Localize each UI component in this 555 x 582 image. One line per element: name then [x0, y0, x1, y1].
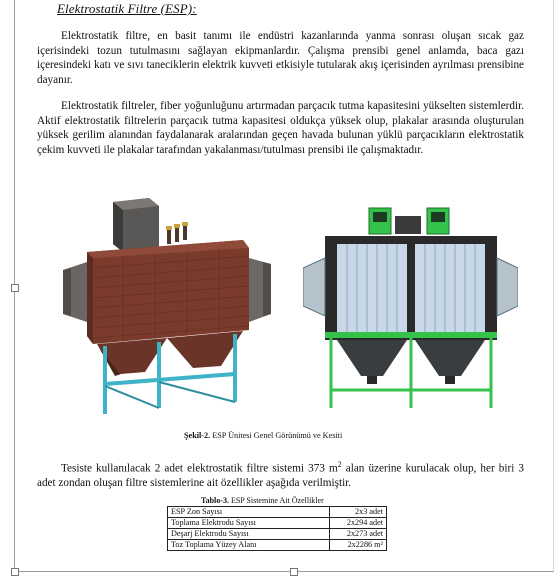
- paragraph-esp-principle: Elektrostatik filtreler, fiber yoğunluğunu artırmadan parçacık tutma kapasitesini yükselten sistemlerdir. Aktif elektrostatik filtrelerin parçacık tutma kapasitesi oldukça yüksek olup, plakalar arasında oluşturulan yüksek gerilim alanından faydalanarak aralarından geçen havada bulunan yüklü parçacıkların elektrostatik çekim kuvveti ile plakalar tarafından yakalanması/tutulması prensibi ile çalışmaktadır.: [37, 100, 524, 156]
- table-row: [168, 518, 387, 529]
- figure-caption-label: Şekil-2.: [184, 431, 211, 440]
- area-unit-superscript: 2: [337, 460, 342, 469]
- resize-handle-middle-left[interactable]: [11, 284, 19, 292]
- paragraph-installation: [37, 458, 524, 491]
- table-title: [201, 496, 324, 505]
- table-cell-value: 2x2286 m²: [330, 540, 387, 551]
- table-cell-label: Toplama Elektrodu Sayısı: [168, 518, 330, 529]
- paragraph-installation-part2: alan üzerine kurulacak olup, her biri 3 adet zondan oluşan filtre sistemlerine ait özellikler aşağıda verilmiştir.: [37, 462, 524, 490]
- resize-handle-bottom-middle[interactable]: [290, 568, 298, 576]
- figure-caption: [184, 431, 342, 440]
- table-row: [168, 529, 387, 540]
- paragraph-installation-part1: Tesiste kullanılacak 2 adet elektrostatik filtre sistemi 373 m: [61, 462, 338, 475]
- table-row: [168, 540, 387, 551]
- paragraph-esp-definition: Elektrostatik filtre, en basit tanımı ile endüstri kazanlarında yanma sonrası oluşan sıcak gaz içerisindeki tozun tutulmasını sağlayan ekipmanlardır. Çalışma prensibi genel anlamda, baca gazı içeresindeki katı ve sıvı taneciklerin elektrik kuvveti etkisiyle tutularak akış içerisinden ayrılması prensibine dayanır.: [37, 30, 524, 86]
- esp-properties-table: [167, 506, 387, 551]
- table-cell-value: 2x294 adet: [330, 518, 387, 529]
- table-cell-value: 2x3 adet: [330, 507, 387, 518]
- esp-unit-general-view-image: [63, 196, 288, 418]
- table-cell-label: Toz Toplama Yüzey Alanı: [168, 540, 330, 551]
- section-heading: Elektrostatik Filtre (ESP):: [57, 1, 197, 16]
- figure-caption-text: ESP Ünitesi Genel Görünümü ve Kesiti: [210, 431, 343, 440]
- table-title-label: Tablo-3.: [201, 496, 229, 505]
- table-title-text: ESP Sistemine Ait Özellikler: [228, 496, 324, 505]
- table-cell-value: 2x273 adet: [330, 529, 387, 540]
- table-row: [168, 507, 387, 518]
- resize-handle-bottom-left[interactable]: [11, 568, 19, 576]
- esp-unit-section-image: [303, 206, 518, 410]
- table-cell-label: Deşarj Elektrodu Sayısı: [168, 529, 330, 540]
- table-cell-label: ESP Zon Sayısı: [168, 507, 330, 518]
